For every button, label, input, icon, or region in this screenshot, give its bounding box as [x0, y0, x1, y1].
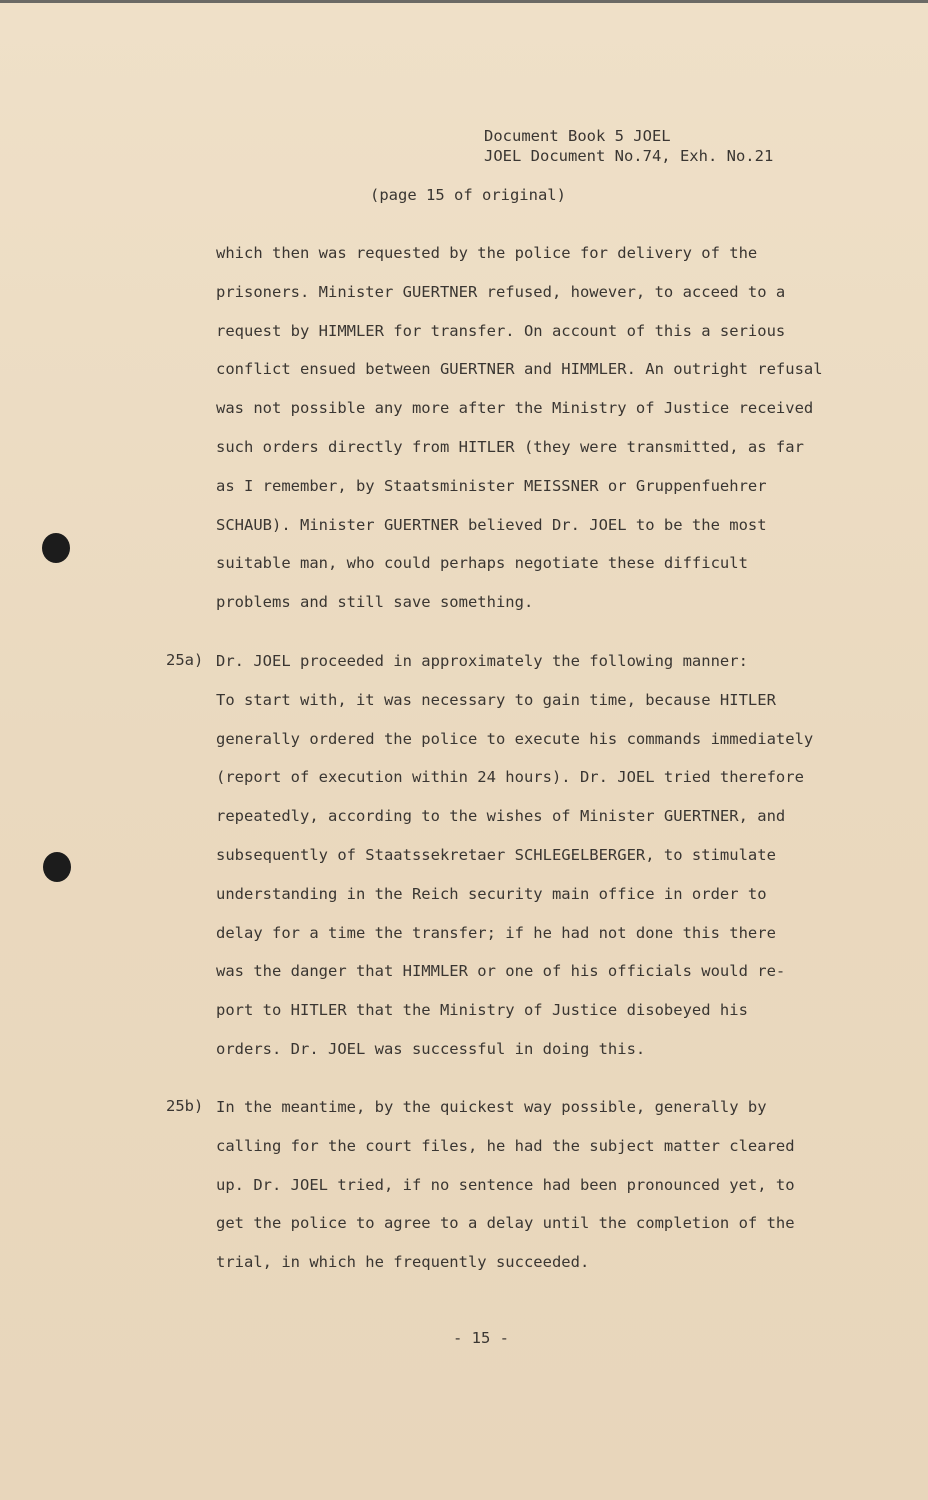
text-line: up. Dr. JOEL tried, if no sentence had been pronounced yet, to: [216, 1175, 795, 1194]
paragraph-25b: [216, 1097, 866, 1291]
punch-hole: [42, 533, 70, 563]
text-line: port to HITLER that the Ministry of Justice disobeyed his: [216, 1001, 748, 1020]
text-line: prisoners. Minister GUERTNER refused, however, to acceed to a: [216, 282, 786, 301]
text-line: as I remember, by Staatsminister MEISSNER or Gruppenfuehrer: [216, 476, 767, 495]
text-line: subsequently of Staatssekretaer SCHLEGELBERGER, to stimulate: [216, 845, 776, 864]
text-line: trial, in which he frequently succeeded.: [216, 1253, 590, 1272]
text-line: which then was requested by the police for delivery of the: [216, 244, 758, 262]
text-line: To start with, it was necessary to gain time, because HITLER: [216, 690, 776, 709]
text-line: get the police to agree to a delay until the completion of the: [216, 1214, 795, 1233]
text-line: generally ordered the police to execute his commands immediately: [216, 729, 814, 748]
header-line-2: JOEL Document No.74, Exh. No.21: [484, 147, 774, 165]
text-line: SCHAUB). Minister GUERTNER believed Dr. JOEL to be the most: [216, 515, 767, 534]
text-line: orders. Dr. JOEL was successful in doing this.: [216, 1039, 646, 1058]
text-line: was the danger that HIMMLER or one of his officials would re-: [216, 962, 786, 981]
document-header: [484, 126, 773, 166]
text-line: was not possible any more after the Ministry of Justice received: [216, 399, 814, 418]
paragraph-label-25a: 25a): [166, 651, 204, 669]
paragraph-25a: [216, 651, 866, 1078]
page-number: - 15 -: [453, 1329, 509, 1347]
text-line: repeatedly, according to the wishes of Minister GUERTNER, and: [216, 807, 786, 826]
text-line: Dr. JOEL proceeded in approximately the following manner:: [216, 652, 748, 670]
paragraph-continued: [216, 243, 866, 631]
text-line: understanding in the Reich security main office in order to: [216, 884, 767, 903]
text-line: request by HIMMLER for transfer. On account of this a serious: [216, 321, 786, 340]
punch-hole: [43, 852, 71, 882]
text-line: conflict ensued between GUERTNER and HIMMLER. An outright refusal: [216, 360, 823, 379]
text-line: problems and still save something.: [216, 593, 534, 612]
top-edge: [0, 0, 928, 3]
text-line: such orders directly from HITLER (they were transmitted, as far: [216, 437, 804, 456]
text-line: (report of execution within 24 hours). Dr. JOEL tried therefore: [216, 768, 804, 787]
paragraph-label-25b: 25b): [166, 1097, 204, 1115]
page-reference: (page 15 of original): [370, 186, 566, 204]
header-line-1: Document Book 5 JOEL: [484, 127, 671, 145]
text-line: calling for the court files, he had the subject matter cleared: [216, 1136, 795, 1155]
text-line: In the meantime, by the quickest way possible, generally by: [216, 1098, 767, 1116]
text-line: delay for a time the transfer; if he had not done this there: [216, 923, 776, 942]
text-line: suitable man, who could perhaps negotiate these difficult: [216, 554, 748, 573]
